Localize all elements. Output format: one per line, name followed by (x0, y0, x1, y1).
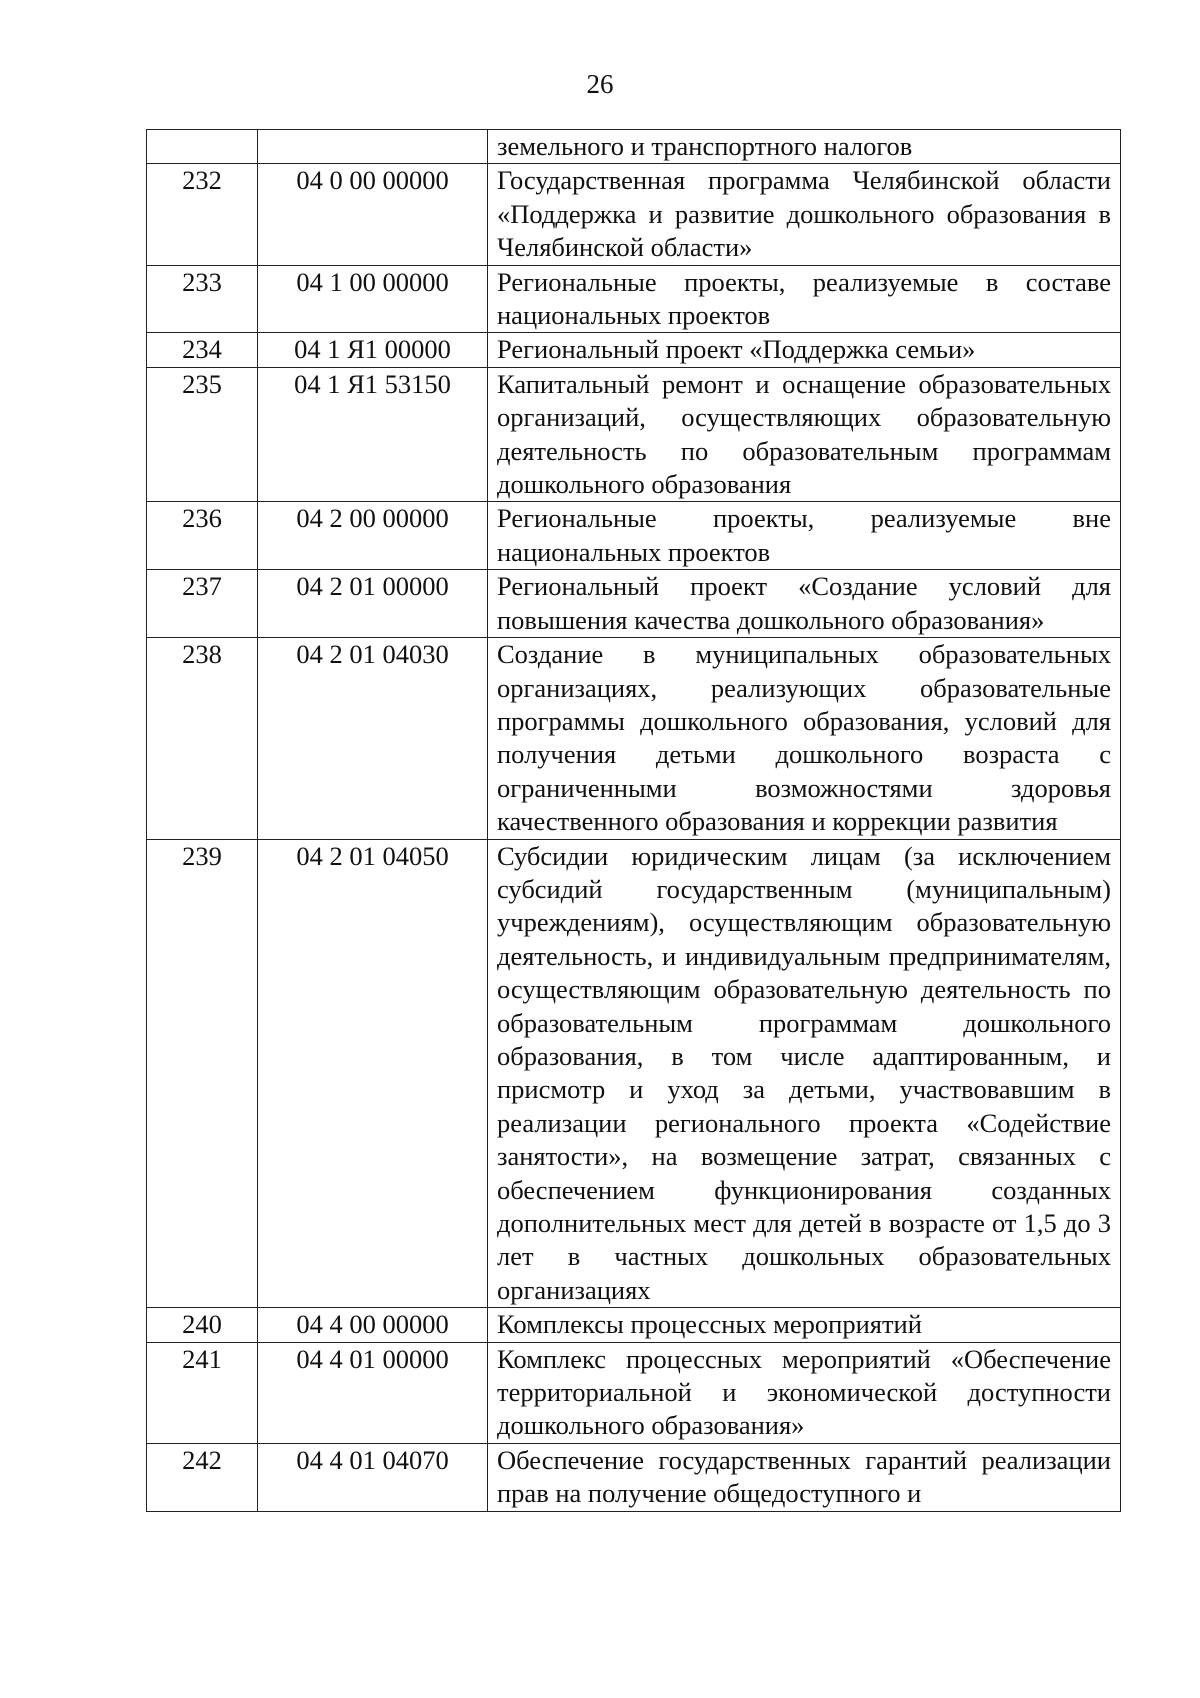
description-cell: земельного и транспортного налогов (488, 130, 1121, 164)
description-cell: Комплексы процессных мероприятий (488, 1308, 1121, 1342)
row-number-cell: 237 (147, 570, 258, 638)
budget-classification-table (146, 129, 1121, 1512)
table-row (147, 1308, 1121, 1342)
row-number-cell: 235 (147, 367, 258, 502)
target-code-cell: 04 2 01 04050 (258, 839, 488, 1308)
row-number-cell: 233 (147, 265, 258, 333)
row-number-cell: 239 (147, 839, 258, 1308)
table-body (147, 130, 1121, 1512)
target-code-cell: 04 1 00 00000 (258, 265, 488, 333)
description-cell: Государственная программа Челябинской области «Поддержка и развитие дошкольного образования в Челябинской области» (488, 164, 1121, 265)
table-row (147, 265, 1121, 333)
table-row (147, 367, 1121, 502)
table-row (147, 839, 1121, 1308)
description-cell: Создание в муниципальных образовательных организациях, реализующих образовательные программы дошкольного образования, условий для получения детьми дошкольного возраста с ограниченными возможностями здоровья качественного образования и коррекции развития (488, 638, 1121, 839)
table-row (147, 570, 1121, 638)
row-number-cell: 236 (147, 502, 258, 570)
table-row (147, 502, 1121, 570)
table-row (147, 164, 1121, 265)
row-number-cell: 232 (147, 164, 258, 265)
description-cell: Региональные проекты, реализуемые вне национальных проектов (488, 502, 1121, 570)
table-row (147, 1342, 1121, 1443)
row-number-cell: 240 (147, 1308, 258, 1342)
target-code-cell: 04 4 00 00000 (258, 1308, 488, 1342)
table-row (147, 333, 1121, 367)
table-row (147, 130, 1121, 164)
row-number-cell: 241 (147, 1342, 258, 1443)
description-cell: Субсидии юридическим лицам (за исключением субсидий государственным (муниципальным) учреждениям), осуществляющим образовательную деятельность, и индивидуальным предпринимателям, осуществляющим образовательную деятельность по образовательным программам дошкольного образования, в том числе адаптированным, и присмотр и уход за детьми, участвовавшим в реализации регионального проекта «Содействие занятости», на возмещение затрат, связанных с обеспечением функционирования созданных дополнительных мест для детей в возрасте от 1,5 до 3 лет в частных дошкольных образовательных организациях (488, 839, 1121, 1308)
target-code-cell: 04 1 Я1 53150 (258, 367, 488, 502)
description-cell: Региональный проект «Поддержка семьи» (488, 333, 1121, 367)
target-code-cell: 04 2 01 00000 (258, 570, 488, 638)
target-code-cell (258, 130, 488, 164)
target-code-cell: 04 1 Я1 00000 (258, 333, 488, 367)
table-row (147, 1443, 1121, 1511)
target-code-cell: 04 2 00 00000 (258, 502, 488, 570)
target-code-cell: 04 4 01 04070 (258, 1443, 488, 1511)
row-number-cell: 234 (147, 333, 258, 367)
description-cell: Комплекс процессных мероприятий «Обеспечение территориальной и экономической доступности дошкольного образования» (488, 1342, 1121, 1443)
description-cell: Обеспечение государственных гарантий реализации прав на получение общедоступного и (488, 1443, 1121, 1511)
row-number-cell (147, 130, 258, 164)
description-cell: Региональный проект «Создание условий для повышения качества дошкольного образования» (488, 570, 1121, 638)
row-number-cell: 238 (147, 638, 258, 839)
target-code-cell: 04 4 01 00000 (258, 1342, 488, 1443)
page-number: 26 (586, 69, 614, 99)
target-code-cell: 04 0 00 00000 (258, 164, 488, 265)
description-cell: Региональные проекты, реализуемые в составе национальных проектов (488, 265, 1121, 333)
row-number-cell: 242 (147, 1443, 258, 1511)
description-cell: Капитальный ремонт и оснащение образовательных организаций, осуществляющих образовательную деятельность по образовательным программам дошкольного образования (488, 367, 1121, 502)
table-row (147, 638, 1121, 839)
target-code-cell: 04 2 01 04030 (258, 638, 488, 839)
